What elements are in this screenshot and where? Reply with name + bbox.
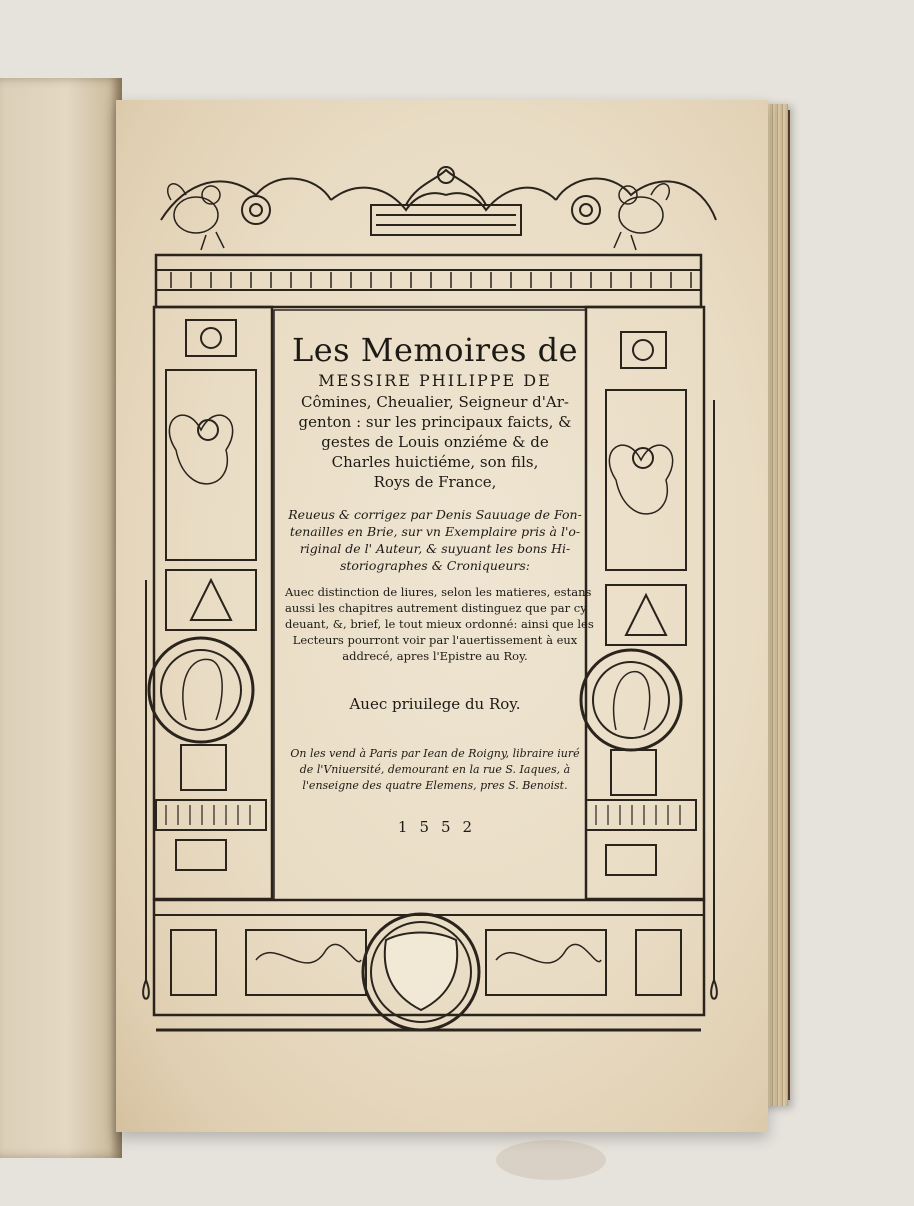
paper-stain [496,1140,606,1180]
privilege-line: Auec priuilege du Roy. [349,695,521,713]
author-line: Roys de France, [373,473,497,491]
revision-line: Reueus & corrigez par Denis Sauuage de Fon- [288,507,582,522]
title-text-block [285,320,594,836]
putto-top-left [168,184,224,250]
book-title: Les Memoires de [291,331,579,369]
imprint-line: de l'Vniuersité, demourant en la rue S. Iaques, à [299,763,571,776]
distinction-line: addrecé, apres l'Epistre au Roy. [342,649,528,663]
revision-note [285,506,585,574]
author-line: Cômines, Cheualier, Seigneur d'Ar- [301,393,569,411]
imprint-line: On les vend à Paris par Iean de Roigny, libraire iuré [290,747,580,760]
distinction-line: aussi les chapitres autrement distinguez que par cy [285,601,587,615]
author-line: Charles huictiéme, son fils, [331,453,539,471]
left-page-leaf [0,78,122,1158]
distinction-line: Auec distinction de liures, selon les matieres, estans [285,585,592,599]
publication-year: 1552 [397,818,485,836]
distinction-note [285,584,594,664]
author-line: genton : sur les principaux faicts, & [298,413,572,431]
author-line: MESSIRE PHILIPPE DE [318,371,552,390]
distinction-line: deuant, &, brief, le tout mieux ordonné: ainsi que les [285,617,594,631]
top-cresting-ornament [161,167,716,235]
imprint-line: l'enseigne des quatre Elemens, pres S. Benoist. [302,779,568,792]
distinction-line: Lecteurs pourront voir par l'auertissement à eux [292,633,578,647]
revision-line: storiographes & Croniqueurs: [339,558,531,573]
putto-top-right [614,184,669,250]
author-line: gestes de Louis onziéme & de [321,433,549,451]
revision-line: riginal de l' Auteur, & suyuant les bons Hi- [299,541,571,556]
imprint [285,746,585,794]
revision-line: tenailles en Brie, sur vn Exemplaire pris à l'o- [289,524,581,539]
dentil-row [171,272,691,288]
